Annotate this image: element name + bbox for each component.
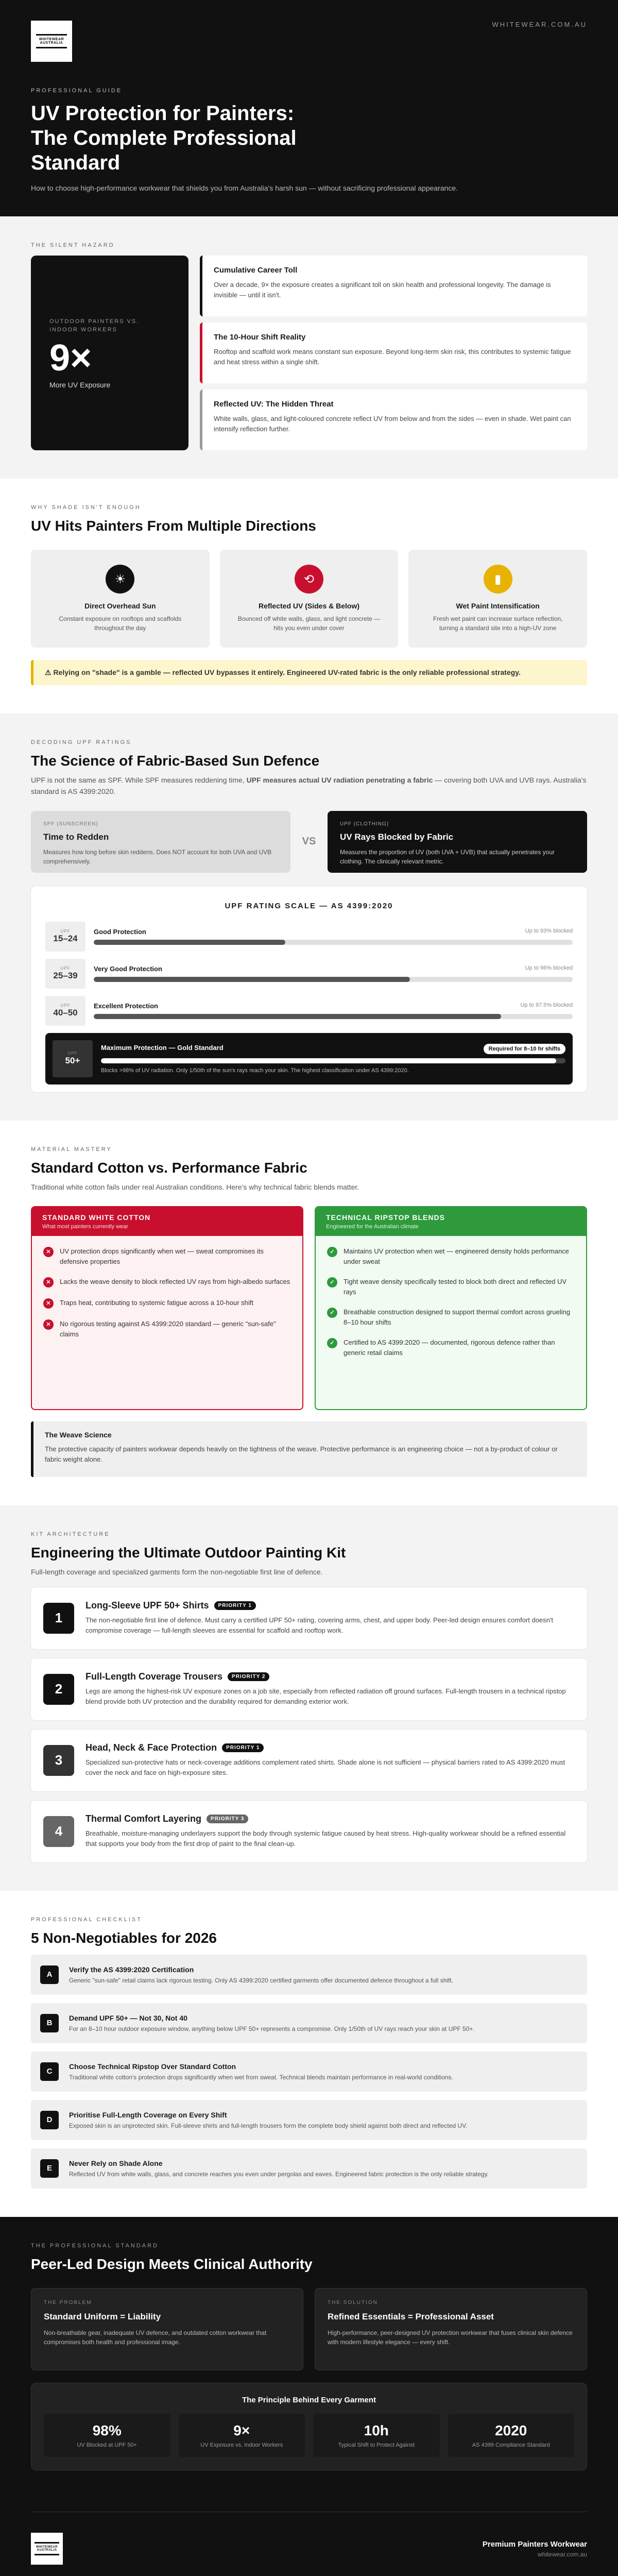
upf-range: 15–24 — [53, 934, 78, 944]
problem-desc: Non-breathable gear, inadequate UV defence, and outdated cotton workwear that compromises both health and professional image. — [44, 2329, 267, 2346]
stat-tile — [44, 2414, 170, 2457]
priority-badge: PRIORITY 1 — [214, 1601, 256, 1610]
list-item — [43, 1298, 291, 1309]
upf-badge-label: UPF — [67, 1051, 78, 1056]
directions-label: WHY SHADE ISN'T ENOUGH — [31, 504, 141, 511]
hero-subtitle: How to choose high-performance workwear that shields you from Australia's harsh sun — without sacrificing professional appearance. — [31, 184, 458, 192]
exposure-stat-card — [31, 256, 188, 450]
kit-item — [31, 1587, 587, 1649]
logo-text: WHITEWEAR AUSTRALIA — [35, 2542, 59, 2555]
spf-title: Time to Redden — [43, 832, 109, 842]
upf-bar — [94, 940, 573, 945]
list-item-text: No rigorous testing against AS 4399:2020 standard — generic "sun-safe" claims — [60, 1320, 276, 1338]
upf-bar-fill — [94, 940, 285, 945]
shift-requirement-badge: Required for 8–10 hr shifts — [484, 1044, 565, 1054]
stat-value: 98% — [92, 2422, 122, 2438]
standard-section — [0, 2217, 618, 2576]
upf-range: 40–50 — [53, 1008, 78, 1018]
spf-caption: SPF (SUNSCREEN) — [43, 821, 98, 827]
direction-card — [408, 550, 587, 648]
priority-badge: PRIORITY 1 — [222, 1743, 264, 1752]
cross-icon: ✕ — [43, 1319, 54, 1330]
checklist-letter: B — [40, 2014, 59, 2032]
upf-level-name: Very Good Protection — [94, 965, 162, 973]
solution-title: Refined Essentials = Professional Asset — [328, 2311, 494, 2321]
intro-emphasis: UPF measures actual UV radiation penetrating a fabric — [246, 776, 433, 784]
upf-max-row — [45, 1033, 573, 1084]
cotton-title: STANDARD WHITE COTTON — [42, 1213, 151, 1222]
upf-pct: Up to 93% blocked — [525, 928, 573, 935]
checklist-letter: C — [40, 2062, 59, 2081]
checklist-item-title: Choose Technical Ripstop Over Standard Cotton — [69, 2062, 236, 2071]
kit-item — [31, 1658, 587, 1720]
kit-title: Engineering the Ultimate Outdoor Painting Kit — [31, 1545, 346, 1561]
checklist-letter: D — [40, 2111, 59, 2129]
upf-level-name: Maximum Protection — Gold Standard — [101, 1043, 224, 1052]
checklist-title: 5 Non-Negotiables for 2026 — [31, 1929, 217, 1946]
hazard-card-title: Cumulative Career Toll — [214, 266, 298, 275]
priority-badge: PRIORITY 2 — [228, 1672, 269, 1681]
upf-box — [328, 811, 587, 873]
directions-section — [0, 479, 618, 714]
upf-bar — [94, 1014, 573, 1019]
checklist-item-desc: For an 8–10 hour outdoor exposure window, anything below UPF 50+ represents a compromise. Only 1/50th of UV rays reach your skin at UPF 50+. — [69, 2025, 475, 2032]
kit-item-title: Thermal Comfort Layering — [85, 1813, 202, 1824]
stat-label: UV Exposure vs. Indoor Workers — [200, 2442, 283, 2448]
weave-callout — [31, 1421, 587, 1477]
footer-url[interactable]: whitewear.com.au — [537, 2550, 587, 2558]
hazard-card-title: The 10-Hour Shift Reality — [214, 333, 306, 342]
sun-icon: ☀ — [106, 565, 134, 594]
intro-text: — covering both UVA and UVB rays. Australia's standard is AS 4399:2020. — [31, 776, 587, 796]
upf-bar-fill — [94, 1014, 501, 1019]
checklist-item-desc: Exposed skin is an unprotected skin. Full-sleeve shirts and full-length trousers form the complete body shield against both direct and reflected UV. — [69, 2122, 468, 2129]
check-icon: ✓ — [327, 1247, 337, 1257]
check-icon: ✓ — [327, 1277, 337, 1287]
footer-brand: Premium Painters Workwear — [482, 2539, 587, 2549]
weave-desc: The protective capacity of painters workwear depends heavily on the tightness of the weave. Protective performance is an engineering choice — not a by-product of colour or fabric weight alone. — [45, 1445, 558, 1464]
checklist-item-title: Demand UPF 50+ — Not 30, Not 40 — [69, 2013, 187, 2022]
upf-desc: Measures the proportion of UV (both UVA + UVB) that actually penetrates your clothing. The clinically relevant metric. — [340, 848, 555, 865]
upf-badge-label: UPF — [60, 929, 71, 934]
direction-card-title: Wet Paint Intensification — [456, 602, 540, 610]
material-title: Standard Cotton vs. Performance Fabric — [31, 1159, 307, 1176]
checklist-item-title: Never Rely on Shade Alone — [69, 2159, 163, 2167]
exposure-caption: OUTDOOR PAINTERS VS. INDOOR WORKERS — [49, 318, 140, 333]
kit-item-desc: Breathable, moisture-managing underlayers support the body through systemic fatigue caused by heat stress. High-quality workwear should be a refined essential that supports your body from the first drop of paint to the final clean-up. — [85, 1829, 566, 1848]
hazard-card-title: Reflected UV: The Hidden Threat — [214, 400, 334, 409]
list-item-text: Breathable construction designed to support thermal comfort across grueling 8–10 hour shifts — [344, 1308, 571, 1326]
kit-item-desc: The non-negotiable first line of defence. Must carry a certified UPF 50+ rating, covering arms, chest, and upper body. Peer-led design ensures comfort doesn't compromise coverage — full-length sleeves are essential for scaffold and rooftop work. — [85, 1616, 554, 1635]
direction-card-title: Direct Overhead Sun — [84, 602, 156, 610]
list-item-text: Certified to AS 4399:2020 — documented, rigorous defence rather than generic retail claims — [344, 1338, 555, 1357]
hazard-card-desc: Rooftop and scaffold work means constant sun exposure. Beyond long-term skin risk, this contributes to systemic fatigue and heat stress within a single shift. — [214, 348, 571, 366]
exposure-label: More UV Exposure — [49, 380, 111, 389]
material-label: MATERIAL MASTERY — [31, 1146, 112, 1153]
upf-level-name: Excellent Protection — [94, 1002, 158, 1010]
priority-badge: PRIORITY 3 — [207, 1815, 248, 1823]
checklist-item-desc: Generic "sun-safe" retail claims lack rigorous testing. Only AS 4399:2020 certified garments offer documented defence throughout a full shift. — [69, 1976, 454, 1984]
upf-row — [45, 959, 573, 989]
checklist-letter: E — [40, 2159, 59, 2178]
checklist-item — [31, 2052, 587, 2092]
solution-caption: THE SOLUTION — [328, 2299, 378, 2306]
kit-subtitle: Full-length coverage and specialized garments form the non-negotiable first line of defence. — [31, 1568, 323, 1577]
checklist-label: PROFESSIONAL CHECKLIST — [31, 1916, 142, 1923]
cross-icon: ✕ — [43, 1277, 54, 1287]
upf-badge — [45, 922, 85, 952]
principle-title: The Principle Behind Every Garment — [242, 2395, 376, 2404]
list-item-text: Tight weave density specifically tested to block both direct and reflected UV rays — [344, 1278, 567, 1296]
kit-section — [0, 1505, 618, 1890]
ripstop-sub: Engineered for the Australian climate — [326, 1224, 419, 1230]
kit-number: 3 — [43, 1745, 74, 1776]
directions-title: UV Hits Painters From Multiple Directions — [31, 518, 316, 534]
footer — [31, 2512, 587, 2568]
checklist-item-title: Prioritise Full-Length Coverage on Every Shift — [69, 2110, 227, 2119]
weave-title: The Weave Science — [45, 1431, 112, 1439]
upf-row — [45, 922, 573, 952]
vs-label: VS — [302, 836, 316, 848]
list-item-text: Maintains UV protection when wet — engineered density holds performance under sweat — [344, 1247, 569, 1265]
standard-label: THE PROFESSIONAL STANDARD — [31, 2242, 159, 2249]
kit-label: KIT ARCHITECTURE — [31, 1531, 110, 1538]
upf-badge — [53, 1040, 93, 1077]
hazard-card-desc: White walls, glass, and light-coloured concrete reflect UV from below and from the sides — even in shade. Wet paint can intensify reflection further. — [214, 415, 571, 433]
spf-desc: Measures how long before skin reddens. Does NOT account for both UVA and UVB comprehensively. — [43, 848, 272, 865]
list-item-text: UV protection drops significantly when wet — sweat compromises its defensive properties — [60, 1247, 264, 1265]
checklist-item-title: Verify the AS 4399:2020 Certification — [69, 1965, 194, 1974]
spf-box — [31, 811, 290, 873]
stat-tile — [179, 2414, 305, 2457]
kit-number: 1 — [43, 1603, 74, 1634]
stat-tile — [448, 2414, 575, 2457]
stat-label: AS 4399 Compliance Standard — [472, 2442, 550, 2448]
direction-card — [31, 550, 210, 648]
upf-level-name: Good Protection — [94, 928, 146, 936]
problem-title: Standard Uniform = Liability — [44, 2311, 161, 2321]
page-title: UV Protection for Painters: The Complete Professional Standard — [31, 102, 297, 174]
logo-text: WHITEWEAR AUSTRALIA — [36, 34, 67, 48]
stat-label: Typical Shift to Protect Against — [338, 2442, 415, 2448]
checklist-item — [31, 1955, 587, 1995]
brand-logo[interactable] — [31, 21, 72, 62]
list-item — [43, 1246, 291, 1266]
upf-scale-title: UPF RATING SCALE — AS 4399:2020 — [225, 901, 393, 910]
solution-box — [315, 2288, 587, 2370]
upf-badge-label: UPF — [60, 966, 71, 971]
standard-title: Peer-Led Design Meets Clinical Authority — [31, 2256, 313, 2272]
kit-item-title: Full-Length Coverage Trousers — [85, 1671, 223, 1682]
upf-caption: UPF (CLOTHING) — [340, 821, 389, 827]
problem-box — [31, 2288, 303, 2370]
checklist-item — [31, 2100, 587, 2140]
cotton-card — [31, 1206, 303, 1410]
kit-item-desc: Specialized sun-protective hats or neck-coverage additions complement rated shirts. Shade alone is not sufficient — physical barriers rated to AS 4399:2020 must cover the neck and face on high-exposure sites. — [85, 1758, 565, 1777]
list-item — [327, 1246, 575, 1266]
paint-icon: ▮ — [484, 565, 512, 594]
upf-bar-fill — [94, 977, 410, 982]
checklist-item-desc: Reflected UV from white walls, glass, and concrete reaches you even under pergolas and eaves. Engineered fabric protection is the only reliable strategy. — [69, 2170, 489, 2178]
checklist-letter: A — [40, 1965, 59, 1984]
kit-number: 2 — [43, 1674, 74, 1705]
upf-range: 25–39 — [53, 971, 78, 981]
reflect-icon: ⟲ — [295, 565, 323, 594]
ripstop-title: TECHNICAL RIPSTOP BLENDS — [326, 1213, 445, 1222]
upf-pct: Up to 97.5% blocked — [520, 1002, 573, 1009]
kit-item-title: Long-Sleeve UPF 50+ Shirts — [85, 1600, 209, 1611]
list-item — [43, 1319, 291, 1339]
upf-badge — [45, 959, 85, 989]
stat-label: UV Blocked at UPF 50+ — [77, 2442, 137, 2448]
direction-card-desc: Bounced off white walls, glass, and light concrete — hits you even under cover — [237, 615, 381, 632]
site-url[interactable]: WHITEWEAR.COM.AU — [492, 21, 587, 28]
kit-item — [31, 1730, 587, 1791]
upf-scale — [31, 886, 587, 1092]
direction-card-title: Reflected UV (Sides & Below) — [258, 602, 360, 610]
list-item — [327, 1337, 575, 1358]
direction-card-desc: Fresh wet paint can increase surface reflection, turning a standard site into a high-UV zone — [433, 615, 563, 632]
hero — [0, 0, 618, 216]
checklist-item — [31, 2003, 587, 2043]
stat-value: 10h — [364, 2422, 389, 2438]
stat-value: 9× — [233, 2422, 250, 2438]
list-item — [327, 1307, 575, 1327]
hazard-card — [200, 389, 587, 450]
upf-bar — [94, 977, 573, 982]
kit-item — [31, 1801, 587, 1862]
problem-caption: THE PROBLEM — [44, 2299, 92, 2306]
kit-item-desc: Legs are among the highest-risk UV exposure zones on a job site, especially from reflected radiation off ground surfaces. Full-length trousers in a technical ripstop blend provide both UV protection and the durability required for demanding exterior work. — [85, 1687, 566, 1706]
upf-bar-fill — [101, 1058, 556, 1063]
list-item-text: Traps heat, contributing to systemic fatigue across a 10-hour shift — [60, 1299, 253, 1307]
hazard-card — [200, 323, 587, 383]
stat-tile — [313, 2414, 440, 2457]
hero-label: PROFESSIONAL GUIDE — [31, 88, 123, 94]
footer-logo[interactable] — [31, 2533, 63, 2565]
cotton-sub: What most painters currently wear — [42, 1224, 128, 1230]
list-item — [43, 1277, 291, 1287]
kit-number: 4 — [43, 1816, 74, 1847]
checklist-section — [0, 1891, 618, 2217]
checklist-item — [31, 2148, 587, 2189]
science-section — [0, 714, 618, 1121]
upf-range: 50+ — [65, 1056, 80, 1066]
science-title: The Science of Fabric-Based Sun Defence — [31, 753, 320, 769]
upf-row — [45, 996, 573, 1026]
shade-warning: ⚠ Relying on "shade" is a gamble — reflected UV bypasses it entirely. Engineered UV-rated fabric is the only reliable professional strategy. — [31, 660, 587, 685]
upf-pct: Up to 96% blocked — [525, 965, 573, 972]
ripstop-card — [315, 1206, 587, 1410]
solution-desc: High-performance, peer-designed UV protection workwear that fuses clinical skin defence with modern lifestyle elegance — every shift. — [328, 2329, 573, 2346]
upf-title: UV Rays Blocked by Fabric — [340, 832, 454, 842]
material-subtitle: Traditional white cotton fails under real Australian conditions. Here's why technical fabric blends matter. — [31, 1182, 359, 1191]
cross-icon: ✕ — [43, 1247, 54, 1257]
upf-max-desc: Blocks >98% of UV radiation. Only 1/50th of the sun's rays reach your skin. The highest classification under AS 4399:2020. — [101, 1067, 409, 1074]
hazard-section — [0, 216, 618, 479]
hazard-card-desc: Over a decade, 9× the exposure creates a significant toll on skin health and professional longevity. The damage is invisible — until it isn't. — [214, 281, 551, 299]
exposure-number: 9× — [49, 337, 92, 379]
hazard-card — [200, 256, 587, 316]
upf-badge — [45, 996, 85, 1026]
science-label: DECODING UPF RATINGS — [31, 739, 132, 745]
upf-badge-label: UPF — [60, 1003, 71, 1008]
stat-value: 2020 — [495, 2422, 527, 2438]
direction-card — [220, 550, 399, 648]
checklist-item-desc: Traditional white cotton's protection drops significantly when wet from sweat. Technical blends maintain performance in real-world conditions. — [69, 2073, 453, 2081]
list-item-text: Lacks the weave density to block reflected UV rays from high-albedo surfaces — [60, 1278, 290, 1286]
principle-panel — [31, 2383, 587, 2470]
kit-item-title: Head, Neck & Face Protection — [85, 1742, 217, 1753]
upf-bar — [101, 1058, 565, 1063]
hazard-label: THE SILENT HAZARD — [31, 242, 115, 248]
direction-card-desc: Constant exposure on rooftops and scaffolds throughout the day — [59, 615, 182, 632]
list-item — [327, 1277, 575, 1297]
cross-icon: ✕ — [43, 1298, 54, 1309]
intro-text: UPF is not the same as SPF. While SPF measures reddening time, — [31, 776, 247, 784]
check-icon: ✓ — [327, 1308, 337, 1318]
material-section — [0, 1121, 618, 1505]
science-intro — [31, 774, 587, 798]
check-icon: ✓ — [327, 1338, 337, 1348]
